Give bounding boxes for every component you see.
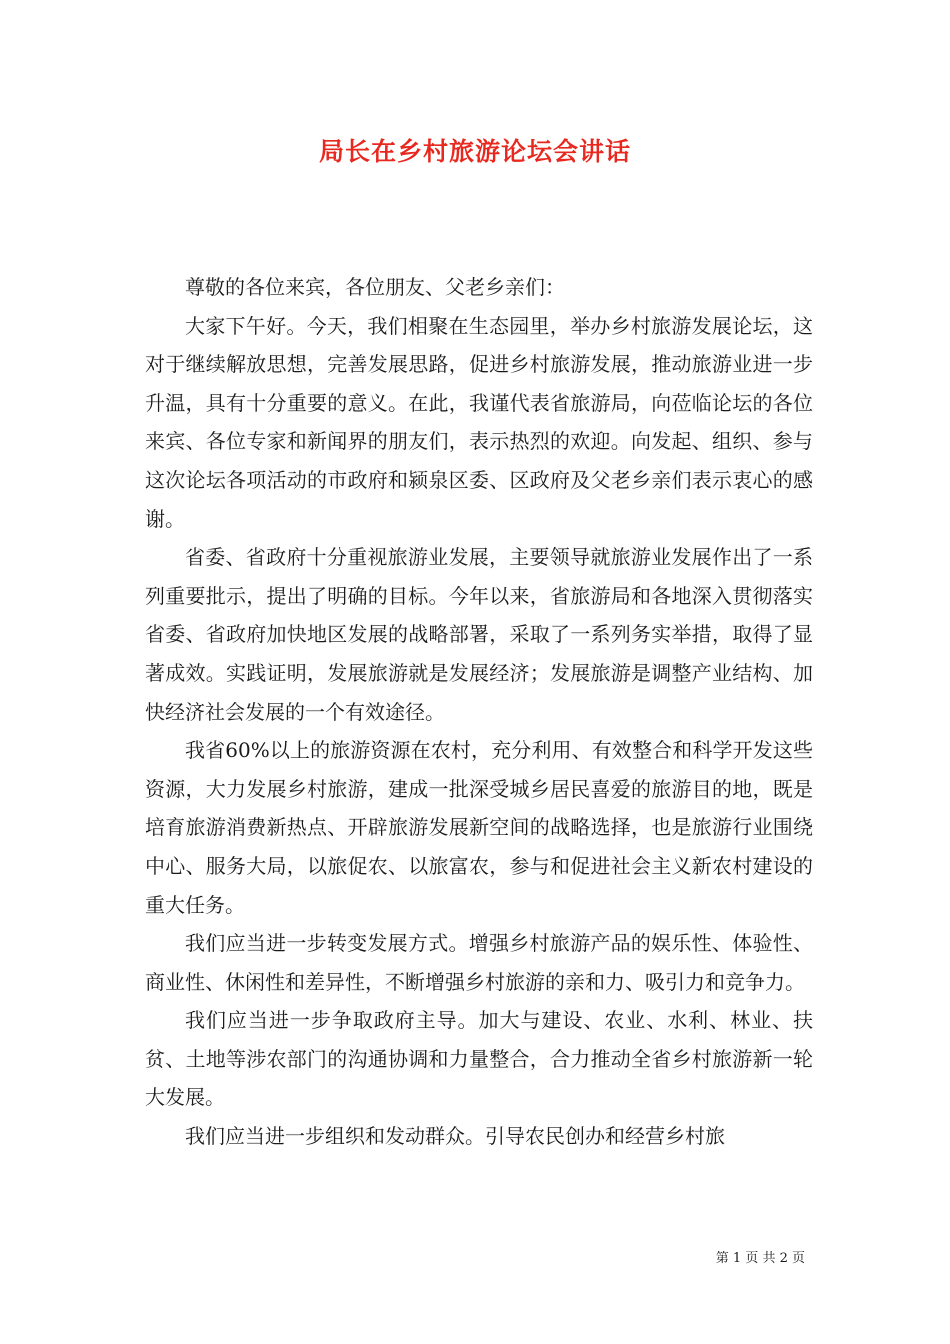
paragraph-welcome: 大家下午好。今天，我们相聚在生态园里，举办乡村旅游发展论坛，这对于继续解放思想，完善发展思路，促进乡村旅游发展，推动旅游业进一步升温，具有十分重要的意义。在此，我谨代表省旅游局，向莅临论坛的各位来宾、各位专家和新闻界的朋友们，表示热烈的欢迎。向发起、组织、参与这次论坛各项活动的市政府和颍泉区委、区政府及父老乡亲们表示衷心的感谢。 — [145, 313, 813, 531]
paragraph-rural-resources: 我省60%以上的旅游资源在农村，充分利用、有效整合和科学开发这些资源，大力发展乡村旅游，建成一批深受城乡居民喜爱的旅游目的地，既是培育旅游消费新热点、开辟旅游发展新空间的战略选择，也是旅游行业围绕中心、服务大局，以旅促农、以旅富农，参与和促进社会主义新农村建设的重大任务。 — [145, 738, 813, 917]
paragraph-mobilize-masses: 我们应当进一步组织和发动群众。引导农民创办和经营乡村旅 — [185, 1124, 725, 1149]
paragraph-government-lead: 我们应当进一步争取政府主导。加大与建设、农业、水利、林业、扶贫、土地等涉农部门的沟通协调和力量整合，合力推动全省乡村旅游新一轮大发展。 — [145, 1008, 813, 1110]
document-body — [145, 268, 813, 1156]
paragraph-development-mode: 我们应当进一步转变发展方式。增强乡村旅游产品的娱乐性、体验性、商业性、休闲性和差异性，不断增强乡村旅游的亲和力、吸引力和竞争力。 — [145, 931, 813, 994]
paragraph-achievements: 省委、省政府十分重视旅游业发展，主要领导就旅游业发展作出了一系列重要批示，提出了明确的目标。今年以来，省旅游局和各地深入贯彻落实省委、省政府加快地区发展的战略部署，采取了一系列务实举措，取得了显著成效。实践证明，发展旅游就是发展经济；发展旅游是调整产业结构、加快经济社会发展的一个有效途径。 — [145, 545, 813, 724]
page-number-footer: 第 1 页 共 2 页 — [715, 1251, 805, 1266]
document-title: 局长在乡村旅游论坛会讲话 — [318, 137, 631, 166]
paragraph-greeting: 尊敬的各位来宾，各位朋友、父老乡亲们： — [185, 275, 565, 299]
